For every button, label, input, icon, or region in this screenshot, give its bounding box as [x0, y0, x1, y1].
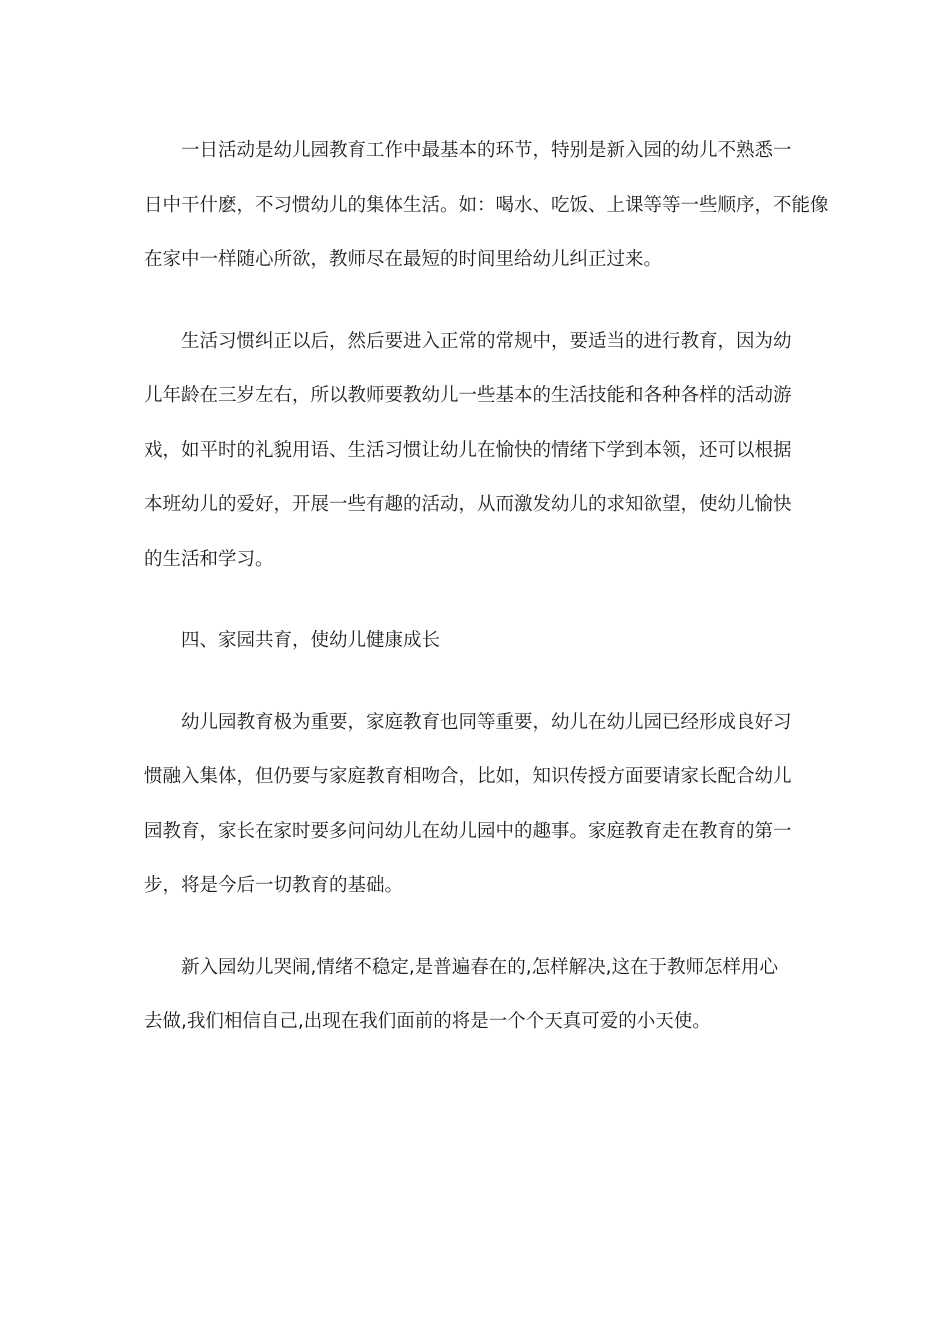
paragraph-line: 去做,我们相信自己,出现在我们面前的将是一个个天真可爱的小天使。: [144, 1011, 711, 1032]
paragraph-line: 一日活动是幼儿园教育工作中最基本的环节，特别是新入园的幼儿不熟悉一: [181, 140, 792, 161]
paragraph-line: 儿年龄在三岁左右，所以教师要教幼儿一些基本的生活技能和各种各样的活动游: [144, 385, 792, 406]
paragraph-line: 本班幼儿的爱好，开展一些有趣的活动，从而激发幼儿的求知欲望，使幼儿愉快: [144, 494, 792, 515]
paragraph-line: 步，将是今后一切教育的基础。: [144, 875, 404, 896]
paragraph-line: 在家中一样随心所欲，教师尽在最短的时间里给幼儿纠正过来。: [144, 249, 663, 270]
paragraph-line: 惯融入集体，但仍要与家庭教育相吻合，比如，知识传授方面要请家长配合幼儿: [144, 766, 792, 787]
paragraph-line: 日中干什麽，不习惯幼儿的集体生活。如：喝水、吃饭、上课等等一些顺序，不能像: [144, 194, 829, 216]
paragraph-new-children: [144, 941, 808, 1050]
section-heading-home-school: [144, 614, 808, 669]
section-heading: 四、家园共育，使幼儿健康成长: [181, 630, 441, 651]
paragraph-daily-activities: [144, 124, 829, 288]
paragraph-line: 的生活和学习。: [144, 548, 274, 570]
paragraph-family-education: [144, 696, 808, 914]
paragraph-line: 园教育，家长在家时要多问问幼儿在幼儿园中的趣事。家庭教育走在教育的第一: [144, 820, 792, 842]
paragraph-line: 新入园幼儿哭闹,情绪不稳定,是普遍春在的,怎样解决,这在于教师怎样用心: [181, 956, 779, 978]
paragraph-line: 生活习惯纠正以后，然后要进入正常的常规中，要适当的进行教育，因为幼: [181, 330, 792, 352]
paragraph-line: 幼儿园教育极为重要，家庭教育也同等重要，幼儿在幼儿园已经形成良好习: [181, 711, 792, 733]
paragraph-habits: [144, 315, 808, 588]
paragraph-line: 戏，如平时的礼貌用语、生活习惯让幼儿在愉快的情绪下学到本领，还可以根据: [144, 439, 792, 461]
document-body: [144, 124, 829, 1077]
